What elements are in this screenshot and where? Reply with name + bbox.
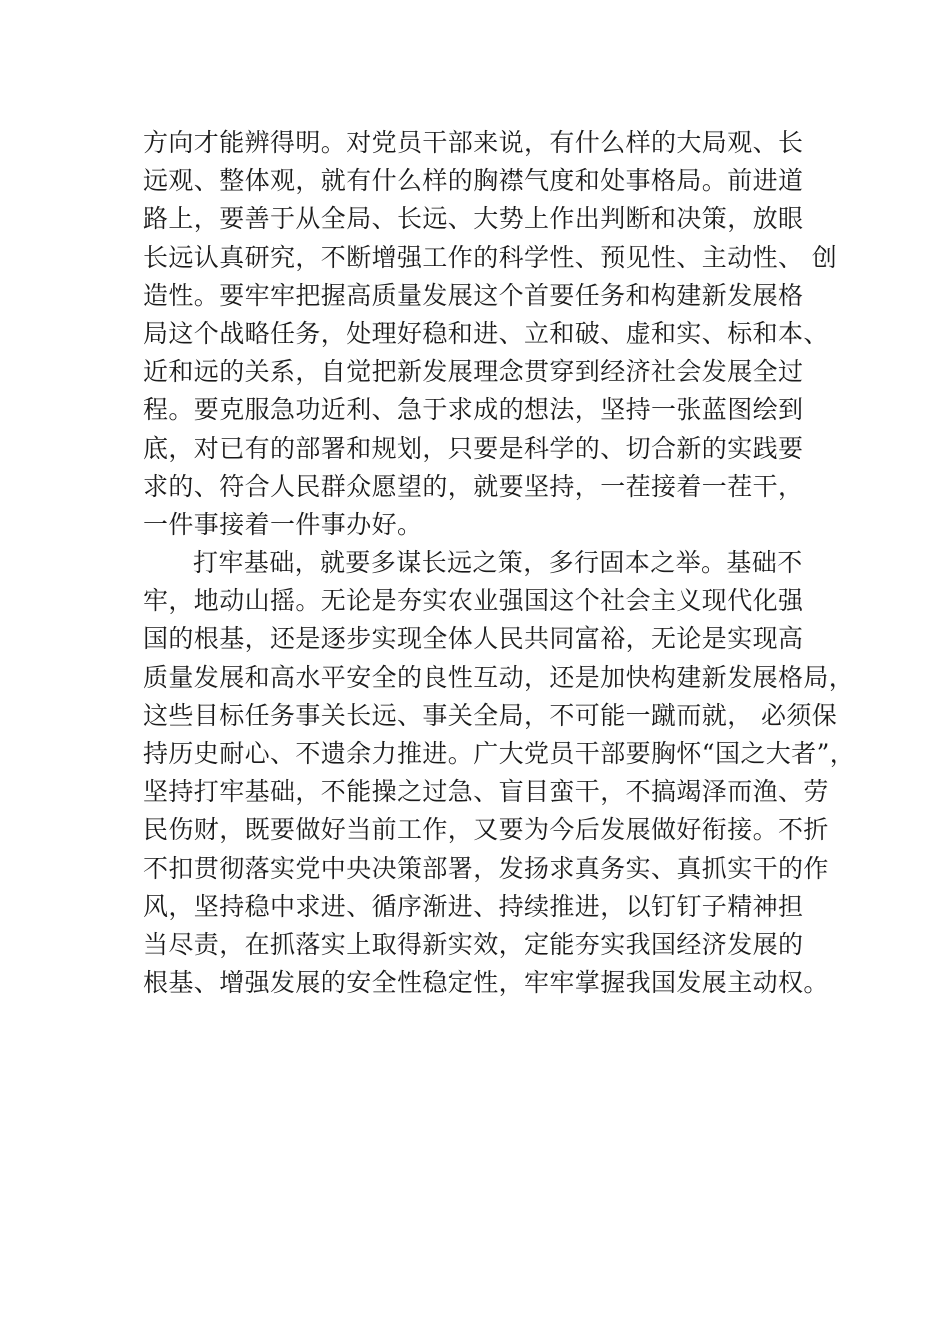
text-line: 这些目标任务事关长远、事关全局，不可能一蹴而就， 必须保 (143, 700, 838, 730)
text-line: 风，坚持稳中求进、循序渐进、持续推进，以钉钉子精神担 (143, 891, 804, 921)
text-line: 长远认真研究，不断增强工作的科学性、预见性、主动性、 创 (143, 242, 838, 272)
text-line: 持历史耐心、不遗余力推进。广大党员干部要胸怀“国之大者”， (143, 739, 856, 768)
text-line: 近和远的关系，自觉把新发展理念贯穿到经济社会发展全过 (143, 357, 804, 387)
text-line: 造性。要牢牢把握高质量发展这个首要任务和构建新发展格 (143, 280, 804, 310)
text-line: 根基、增强发展的安全性稳定性，牢牢掌握我国发展主动权。 (143, 968, 829, 998)
text-line: 路上，要善于从全局、长远、大势上作出判断和决策，放眼 (143, 204, 804, 234)
paragraph-first-line: 打牢基础，就要多谋长远之策，多行固本之举。基础不 (193, 548, 803, 578)
text-line: 质量发展和高水平安全的良性互动，还是加快构建新发展格局， (143, 662, 855, 692)
text-line: 一件事接着一件事办好。 (143, 509, 423, 539)
text-line: 求的、符合人民群众愿望的，就要坚持，一茬接着一茬干， (143, 471, 804, 501)
text-line: 坚持打牢基础，不能操之过急、盲目蛮干，不搞竭泽而渔、劳 (143, 777, 829, 807)
text-line: 牢，地动山摇。无论是夯实农业强国这个社会主义现代化强 (143, 586, 804, 616)
text-line: 底，对已有的部署和规划，只要是科学的、切合新的实践要 (143, 433, 804, 463)
body-text (143, 124, 856, 1002)
text-line: 远观、整体观，就有什么样的胸襟气度和处事格局。前进道 (143, 166, 804, 196)
text-line: 程。要克服急功近利、急于求成的想法，坚持一张蓝图绘到 (143, 395, 804, 425)
text-line: 方向才能辨得明。对党员干部来说，有什么样的大局观、长 (143, 128, 804, 157)
text-line: 国的根基，还是逐步实现全体人民共同富裕，无论是实现高 (143, 624, 804, 654)
text-line: 民伤财，既要做好当前工作，又要为今后发展做好衔接。不折 (143, 815, 829, 845)
text-line: 不扣贯彻落实党中央决策部署，发扬求真务实、真抓实干的作 (143, 853, 829, 883)
text-line: 当尽责，在抓落实上取得新实效，定能夯实我国经济发展的 (143, 929, 804, 959)
text-line: 局这个战略任务，处理好稳和进、立和破、虚和实、标和本、 (143, 318, 829, 348)
